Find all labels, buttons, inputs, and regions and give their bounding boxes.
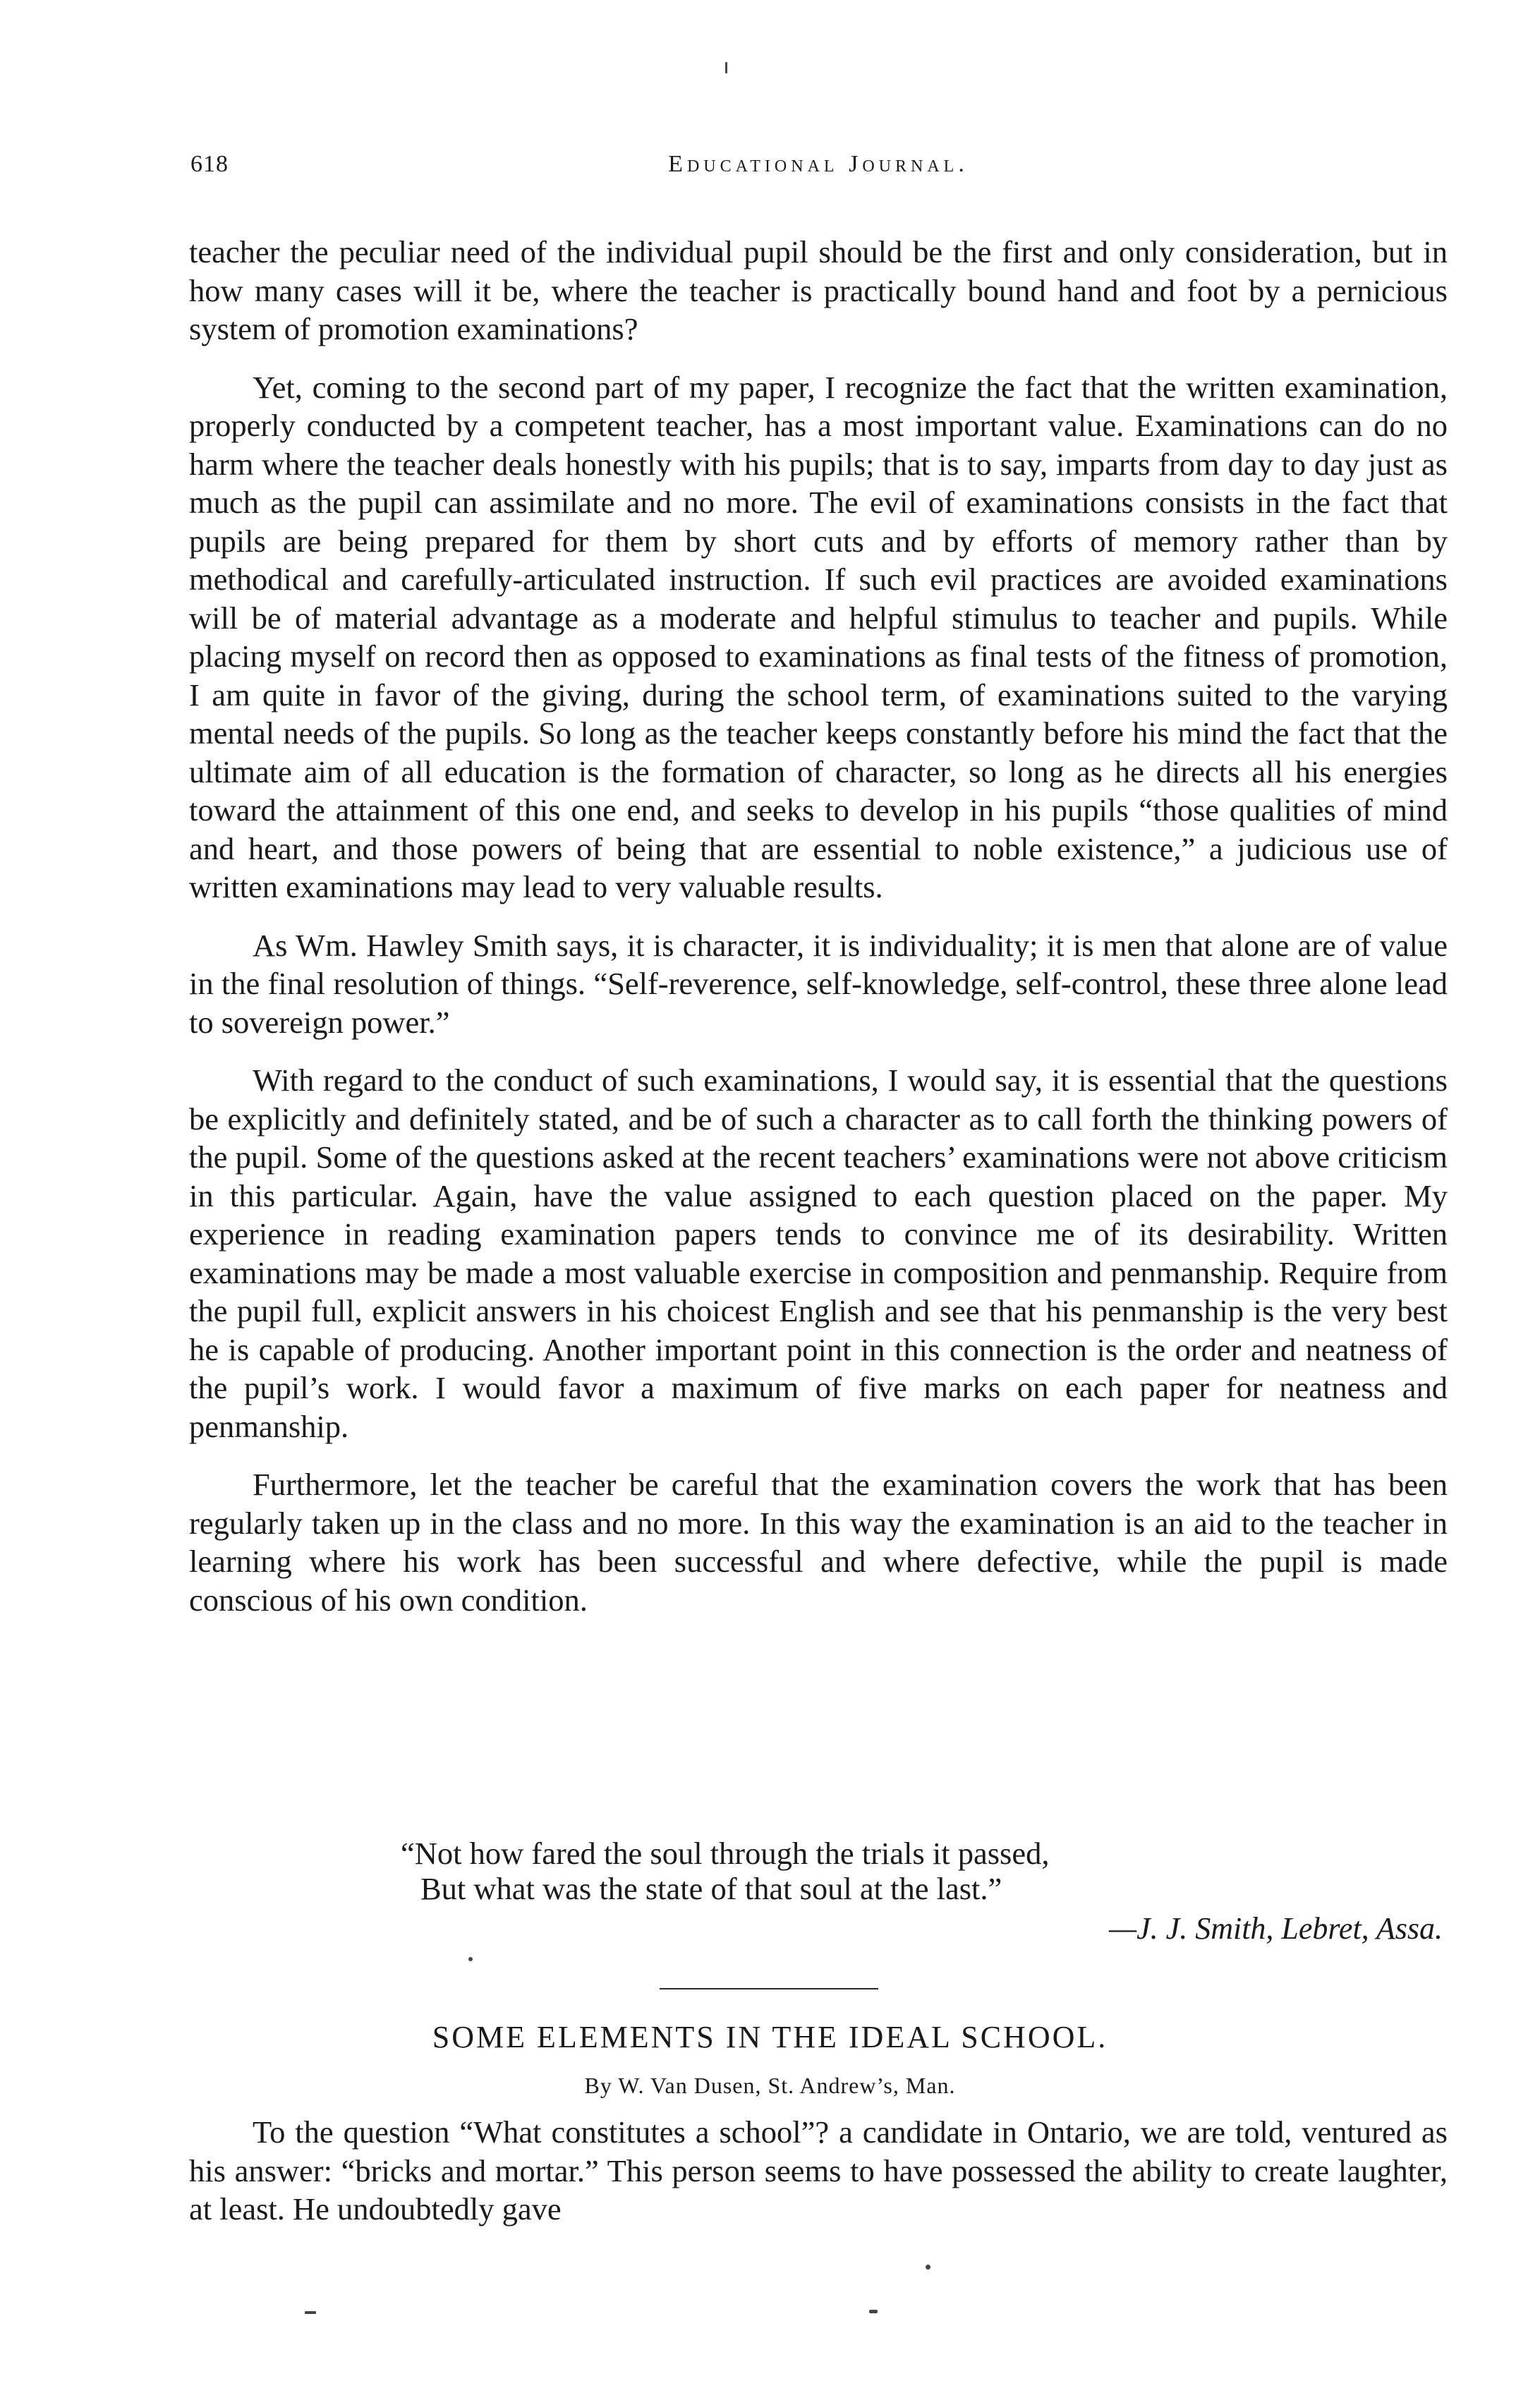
journal-title: Educational Journal. bbox=[668, 151, 969, 177]
article-body bbox=[189, 233, 1448, 1619]
scan-speck bbox=[926, 2265, 930, 2270]
paragraph-examination-value: Yet, coming to the second part of my paper, I recognize the fact that the written examination, properly conducted by a competent teacher, has a most important value. Examinations can do no harm where the teacher deals honestly with his pupils; that is to say, imparts from day to day just as much as the pupil can assimilate and no more. The evil of examinations consists in the fact that pupils are being prepared for them by short cuts and by efforts of memory rather than by methodical and carefully-articulated instruction. If such evil practices are avoided examinations will be of material advantage as a moderate and helpful stimulus to teacher and pupils. While placing myself on record then as opposed to examinations as final tests of the fitness of promotion, I am quite in favor of the giving, during the school term, of examinations suited to the varying mental needs of the pupils. So long as the teacher keeps constantly before his mind the fact that the ultimate aim of all education is the formation of character, so long as he directs all his energies toward the attainment of this one end, and seeks to develop in his pupils “those qualities of mind and heart, and those powers of being that are essential to noble existence,” a judicious use of written examinations may lead to very valuable results. bbox=[189, 369, 1448, 904]
scan-speck bbox=[468, 1957, 473, 1961]
scan-speck bbox=[869, 2310, 878, 2313]
section-divider bbox=[660, 1988, 878, 1989]
paragraph-conduct: With regard to the conduct of such examinations, I would say, it is essential that the questions be explicitly and definitely stated, and be of such a character as to call forth the thinking powers of the pupil. Some of the questions asked at the recent teachers’ examinations were not above criticism in this particular. Again, have the value assigned to each question placed on the paper. My experience in reading examination papers tends to convince me of its desirability. Written examinations may be made a most valuable exercise in composition and penmanship. Require from the pupil full, explicit answers in his choicest English and see that his penmanship is the very best he is capable of producing. Another important point in this connection is the order and neatness of the pupil’s work. I would favor a maximum of five marks on each paper for neatness and penmanship. bbox=[189, 1062, 1448, 1444]
quote-line-1: “Not how fared the soul through the trials it passed, bbox=[401, 1836, 1050, 1871]
section-title: SOME ELEMENTS IN THE IDEAL SCHOOL. bbox=[432, 2020, 1108, 2054]
running-head bbox=[190, 151, 1446, 186]
section-body bbox=[189, 2113, 1448, 2229]
section-byline: By W. Van Dusen, St. Andrew’s, Man. bbox=[584, 2073, 956, 2098]
closing-quote bbox=[401, 1836, 1445, 1906]
paragraph-character: As Wm. Hawley Smith says, it is character, it is individuality; it is men that alone are of value in the final resolution of things. “Self-reverence, self-knowledge, self-control, these three alone lead to sovereign power.” bbox=[189, 927, 1448, 1040]
scan-speck bbox=[725, 62, 727, 73]
section-opening-paragraph: To the question “What constitutes a school”? a candidate in Ontario, we are told, ventured as his answer: “bricks and mortar.” This person seems to have possessed the ability to create laughter, at least. He undoubtedly gave bbox=[189, 2114, 1448, 2227]
author-attribution: —J. J. Smith, Lebret, Assa. bbox=[1109, 1911, 1443, 1946]
paragraph-furthermore: Furthermore, let the teacher be careful that the examination covers the work that has been regularly taken up in the class and no more. In this way the examination is an aid to the teacher in learning where his work has been successful and where defective, while the pupil is made conscious of his own condition. bbox=[189, 1467, 1448, 1618]
scan-speck bbox=[305, 2311, 316, 2314]
page-number: 618 bbox=[190, 151, 229, 177]
quote-line-2: But what was the state of that soul at the last.” bbox=[420, 1871, 1002, 1906]
paragraph-continuation: teacher the peculiar need of the individual pupil should be the first and only consideration, but in how many cases will it be, where the teacher is practically bound hand and foot by a pernicious system of promotion examinations? bbox=[189, 234, 1448, 346]
